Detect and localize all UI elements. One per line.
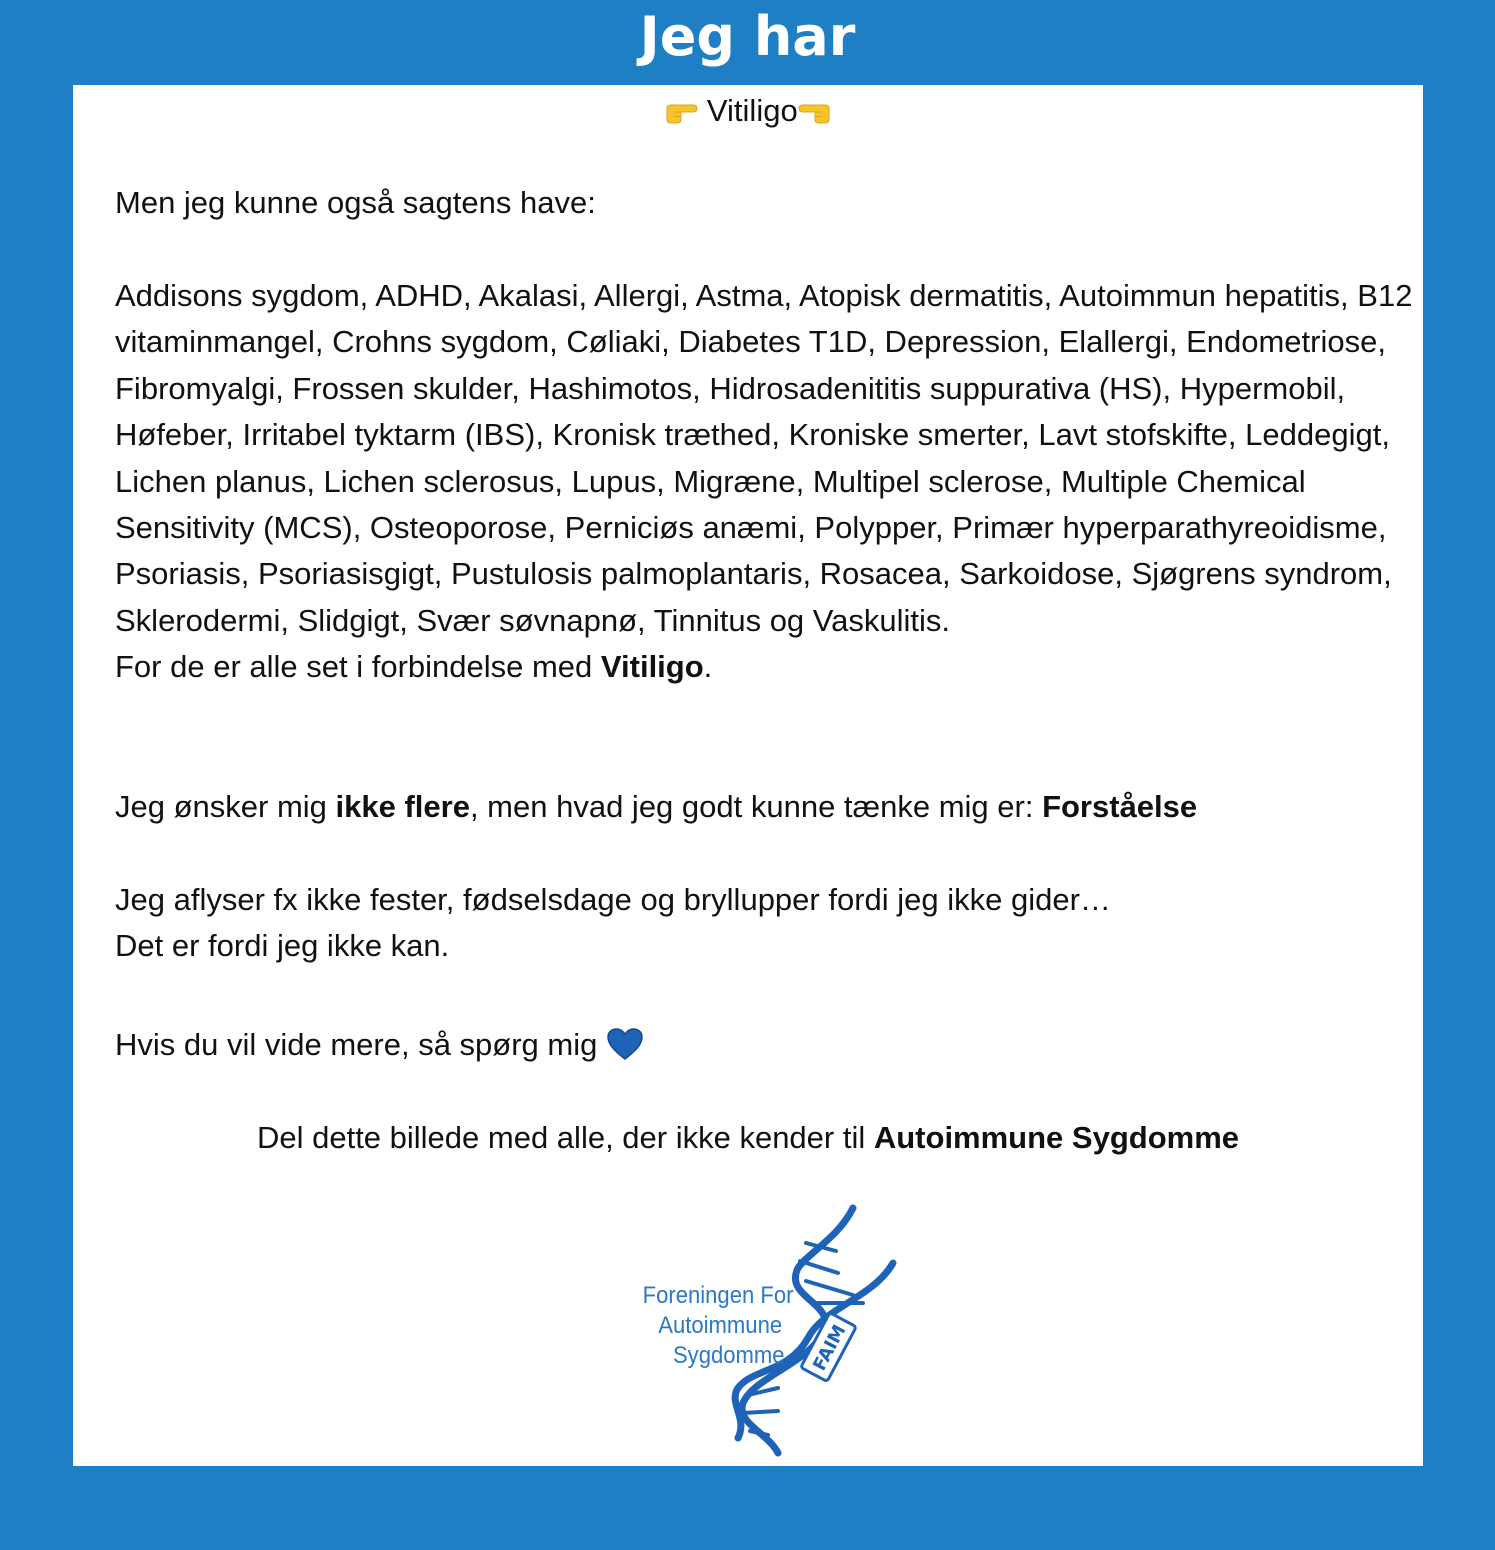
content-card: [73, 85, 1423, 1466]
pointing-left-hand-icon: [798, 99, 832, 125]
blue-heart-icon: [606, 1027, 644, 1061]
share-bold: Autoimmune Sygdomme: [873, 1120, 1240, 1155]
cancel-line1: Jeg aflyser fx ikke fester, fødselsdage og bryllupper fordi jeg ikke gider…: [115, 882, 1111, 917]
logo-badge: FAIM: [809, 1321, 851, 1375]
faim-logo: [638, 1203, 903, 1458]
condition-subtitle: [73, 89, 1423, 133]
logo-line3: Sygdomme: [672, 1341, 785, 1369]
pointing-right-hand-icon: [664, 99, 698, 125]
wish-text: [115, 784, 1415, 830]
wish-part2: , men hvad jeg godt kunne tænke mig er:: [469, 789, 1043, 824]
share-prefix: Del dette billede med alle, der ikke kender til: [256, 1120, 874, 1155]
cancel-line2: Det er fordi jeg ikke kan.: [115, 928, 450, 964]
connection-emphasis: Vitiligo: [600, 649, 704, 685]
logo-line1: Foreningen For: [642, 1281, 794, 1309]
page-title: Jeg har: [639, 5, 856, 68]
connection-suffix: .: [703, 649, 713, 685]
wish-bold1: ikke flere: [335, 789, 470, 824]
ask-label: Hvis du vil vide mere, så spørg mig: [115, 1027, 598, 1062]
share-text: [73, 1115, 1423, 1161]
conditions-list: Addisons sygdom, ADHD, Akalasi, Allergi, Astma, Atopisk dermatitis, Autoimmun hepatitis, B12 vitaminmangel, Crohns sygdom, Cøliaki, Diabetes T1D, Depression, Elallergi, Endometriose, Fibromyalgi, Frossen skulder, Hashimotos, Hidrosadenititis suppurativa (HS), Hypermobil, Høfeber, Irritabel tyktarm (IBS), Kronisk træthed, Kroniske smerter, Lavt stofskifte, Leddegigt, Lichen planus, Lichen sclerosus, Lupus, Migræne, Multipel sclerose, Multiple Chemical Sensitivity (MCS), Osteoporose, Perniciøs anæmi, Polypper, Primær hyperparathyreoidisme, Psoriasis, Psoriasisgigt, Pustulosis palmoplantaris, Rosacea, Sarkoidose, Sjøgrens syndrom, Sklerodermi, Slidgigt, Svær søvnapnø, Tinnitus og Vaskulitis.: [115, 278, 1413, 638]
conditions-paragraph: [115, 273, 1415, 691]
ask-text: [115, 1022, 1415, 1068]
cancel-text: [115, 877, 1415, 970]
wish-bold2: Forståelse: [1042, 789, 1198, 824]
wish-part1: Jeg ønsker mig: [115, 789, 336, 824]
intro-text: Men jeg kunne også sagtens have:: [115, 185, 596, 220]
condition-label: Vitiligo: [706, 93, 798, 128]
logo-line2: Autoimmune: [658, 1311, 783, 1339]
connection-prefix: For de er alle set i forbindelse med: [115, 649, 601, 685]
